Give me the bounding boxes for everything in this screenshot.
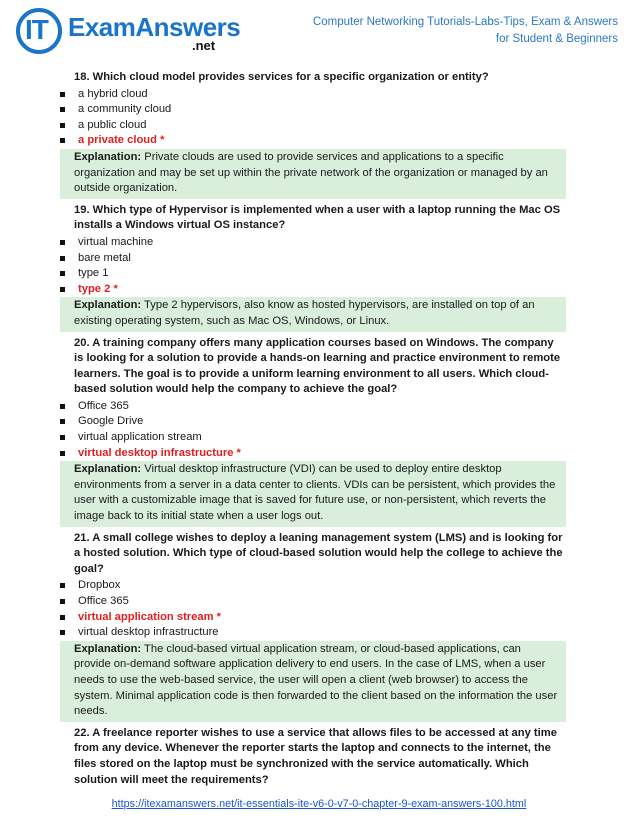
answer-option xyxy=(60,282,566,298)
explanation-text: Private clouds are used to provide services and applications to a specific organization and may be set up within the private network of the organization or managed by an outside organization. xyxy=(74,150,548,195)
square-bullet-icon xyxy=(60,599,65,604)
square-bullet-icon xyxy=(60,435,65,440)
square-bullet-icon xyxy=(60,92,65,97)
explanation-text: Type 2 hypervisors, also know as hosted hypervisors, are installed on top of an existing operating system, such as Mac OS, Windows, or Linux. xyxy=(74,299,535,327)
answer-option xyxy=(60,578,566,594)
source-url-link[interactable]: https://itexamanswers.net/it-essentials-ite-v6-0-v7-0-chapter-9-exam-answers-100.html xyxy=(111,798,527,810)
square-bullet-icon xyxy=(60,240,65,245)
square-bullet-icon xyxy=(60,138,65,143)
square-bullet-icon xyxy=(60,404,65,409)
square-bullet-icon xyxy=(60,583,65,588)
site-tagline xyxy=(288,14,618,48)
answer-option xyxy=(60,610,566,626)
answer-text: a public cloud xyxy=(78,118,147,131)
correct-answer-text: type 2 * xyxy=(78,282,118,295)
answer-option xyxy=(60,430,566,446)
answer-text: virtual machine xyxy=(78,235,154,248)
square-bullet-icon xyxy=(60,451,65,456)
correct-answer-text: virtual desktop infrastructure * xyxy=(78,446,241,459)
question-text: 18. Which cloud model provides services for a specific organization or entity? xyxy=(74,71,489,83)
tagline-line-1: Computer Networking Tutorials-Labs-Tips, Exam & Answers xyxy=(312,16,618,28)
question-text: 22. A freelance reporter wishes to use a service that allows files to be accessed at any time from any device. Whenever the reporter starts the laptop and connects to the internet, the files stored on the laptop must be synchronized with the service automatically. Which solution will meet the requirements? xyxy=(74,726,557,786)
answer-option xyxy=(60,594,566,610)
logo-suffix-text: .net xyxy=(192,38,216,53)
answer-options-list xyxy=(60,235,566,297)
explanation-label: Explanation: xyxy=(74,150,142,163)
answer-option xyxy=(60,102,566,118)
square-bullet-icon xyxy=(60,271,65,276)
answer-text: Dropbox xyxy=(78,579,121,592)
square-bullet-icon xyxy=(60,630,65,635)
page-header xyxy=(0,0,638,64)
square-bullet-icon xyxy=(60,107,65,112)
answer-option xyxy=(60,625,566,641)
answer-text: a community cloud xyxy=(78,103,172,116)
questions-container xyxy=(60,70,566,789)
answer-text: bare metal xyxy=(78,251,131,264)
answer-option xyxy=(60,251,566,267)
question-text: 21. A small college wishes to deploy a leaning management system (LMS) and is looking for a hosted solution. Which type of cloud-based solution would help the college to achieve the goal? xyxy=(74,531,563,575)
explanation-label: Explanation: xyxy=(74,299,142,312)
explanation-text: The cloud-based virtual application stream, or cloud-based applications, can provide on-demand software application delivery to end users. In the case of LMS, when a user needs to use the web-based service, the user will open a client (web browser) to access the system. Minimal application code is then forwarded to the client based on the information the user needs. xyxy=(74,642,558,718)
question-text: 20. A training company offers many application courses based on Windows. The company is looking for a solution to provide a hands-on learning and practice environment to remote learners. The goal is to provide a uniform learning environment to all users. Which cloud-based solution would help the company to achieve the goal? xyxy=(74,336,561,396)
correct-answer-text: virtual application stream * xyxy=(78,610,221,623)
answer-text: Office 365 xyxy=(78,595,129,607)
answer-option xyxy=(60,235,566,251)
explanation-text: Virtual desktop infrastructure (VDI) can be used to deploy entire desktop environments from a server in a data center to clients. VDIs can be persistent, which provides the user with a customizable image that is saved for future use, or non-persistent, which reverts the image back to its initial state when a user logs out. xyxy=(74,463,556,523)
answer-option xyxy=(60,446,566,462)
explanation-box xyxy=(60,641,566,722)
answer-option xyxy=(60,118,566,134)
page-footer xyxy=(0,798,638,810)
question-block xyxy=(60,336,566,527)
question-block xyxy=(60,531,566,722)
logo-it-text: IT xyxy=(25,14,48,45)
answer-option xyxy=(60,133,566,149)
answer-text: Google Drive xyxy=(78,415,144,428)
answer-text: type 1 xyxy=(78,267,109,280)
square-bullet-icon xyxy=(60,287,65,292)
tagline-line-2: for Student & Beginners xyxy=(495,33,618,45)
answer-text: virtual desktop infrastructure xyxy=(78,626,219,639)
answer-text: virtual application stream xyxy=(78,431,202,444)
square-bullet-icon xyxy=(60,615,65,620)
logo-name-text: ExamAnswers xyxy=(68,12,241,42)
answer-options-list xyxy=(60,399,566,461)
question-block xyxy=(60,203,566,332)
answer-option xyxy=(60,399,566,415)
answer-text: a hybrid cloud xyxy=(78,87,148,100)
answer-options-list xyxy=(60,578,566,640)
explanation-box xyxy=(60,461,566,526)
question-block xyxy=(60,70,566,199)
square-bullet-icon xyxy=(60,123,65,128)
correct-answer-text: a private cloud * xyxy=(78,134,165,147)
square-bullet-icon xyxy=(60,419,65,424)
answer-options-list xyxy=(60,87,566,149)
square-bullet-icon xyxy=(60,256,65,261)
question-block xyxy=(60,726,566,788)
site-logo[interactable] xyxy=(16,6,241,58)
answer-option xyxy=(60,414,566,430)
explanation-box xyxy=(60,297,566,331)
explanation-label: Explanation: xyxy=(74,463,142,476)
answer-option xyxy=(60,266,566,282)
answer-text: Office 365 xyxy=(78,399,129,412)
answer-option xyxy=(60,87,566,103)
question-text: 19. Which type of Hypervisor is implemented when a user with a laptop running the Mac OS installs a Windows virtual OS instance? xyxy=(74,203,561,232)
explanation-box xyxy=(60,149,566,199)
explanation-label: Explanation: xyxy=(74,642,142,655)
